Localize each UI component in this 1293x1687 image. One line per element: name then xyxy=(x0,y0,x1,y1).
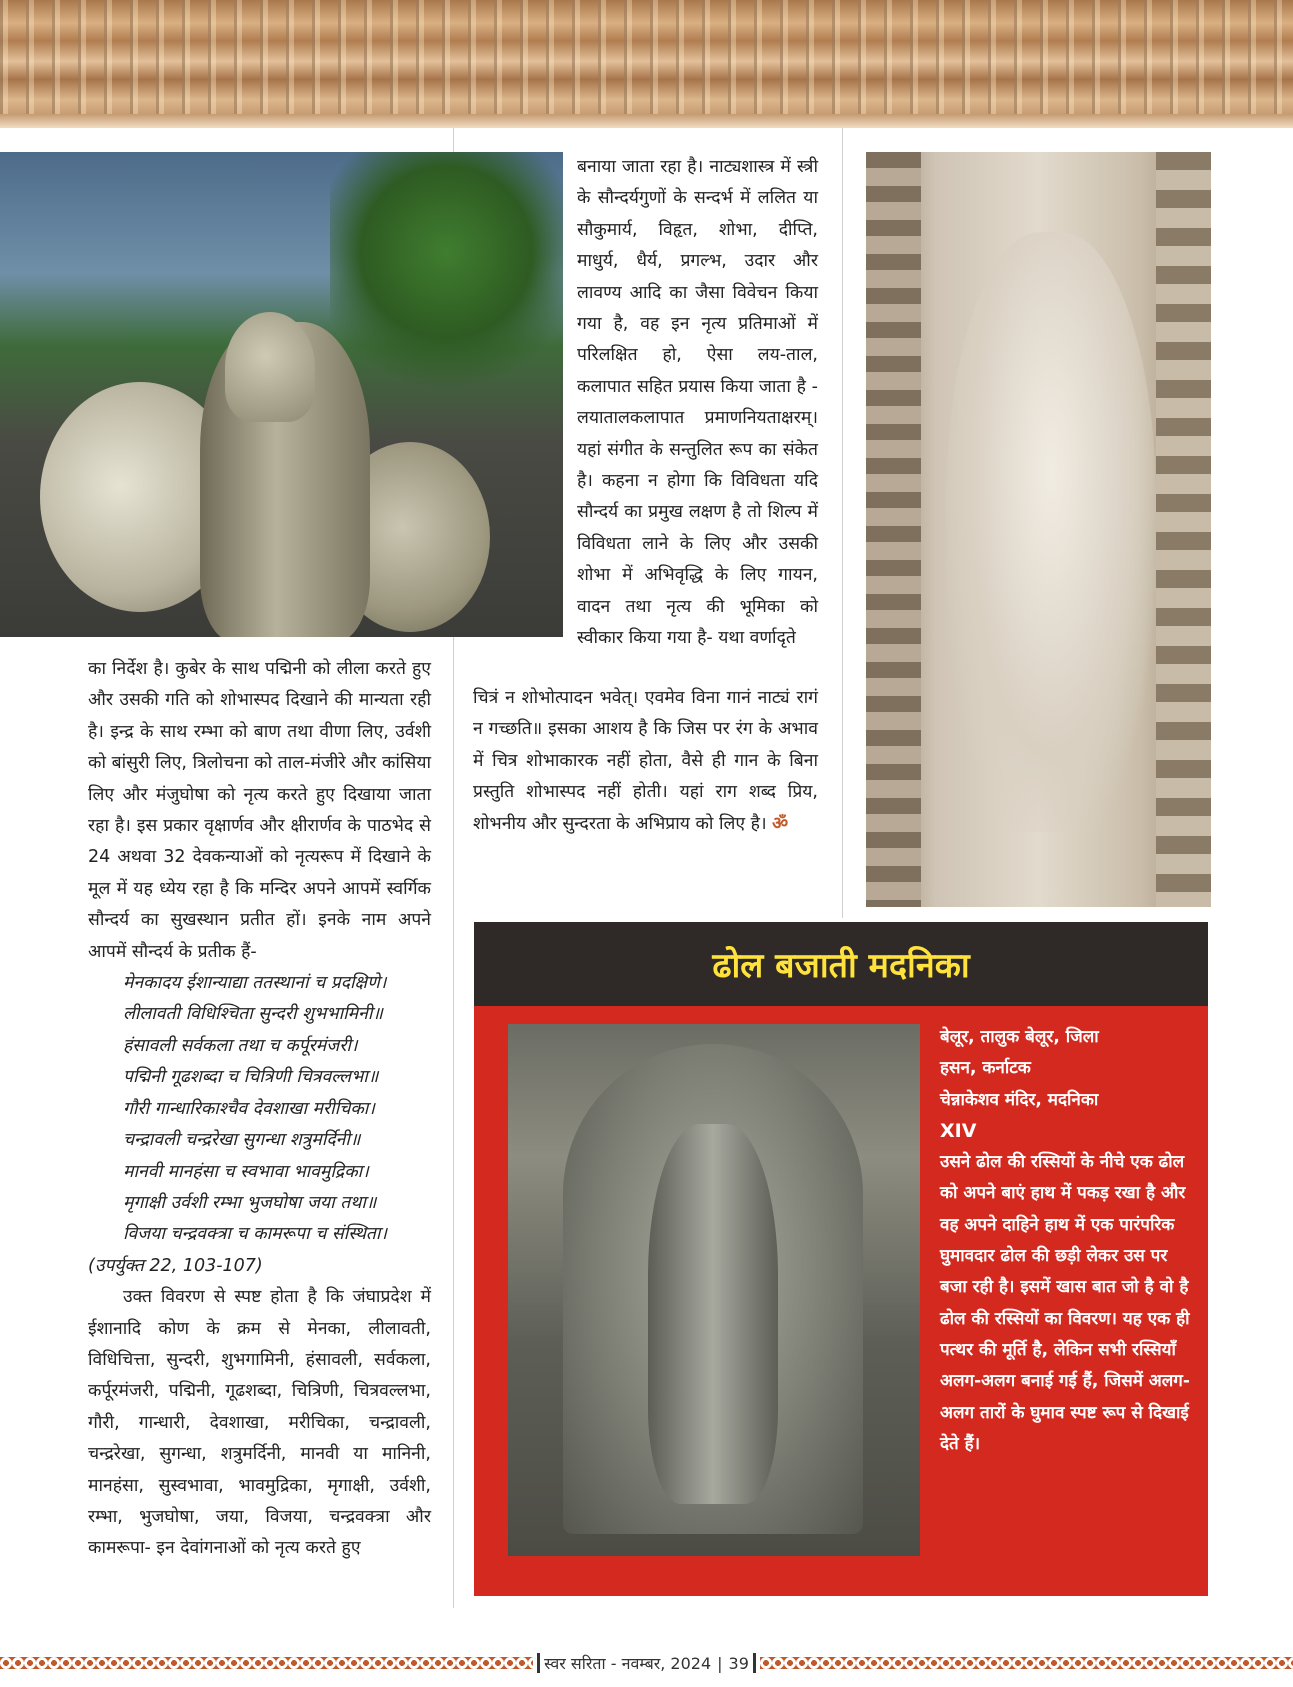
body-paragraph: चित्रं न शोभोत्पादन भवेत्। एवमेव विना गानं नाट्यं रागं न गच्छति॥ इसका आशय है कि जिस पर रंग के अभाव में चित्र शोभाकारक नहीं होता, वैसे ही गान के बिना प्रस्तुति शोभास्पद नहीं होती। यहां राग शब्द प्रिय, शोभनीय और सुन्दरता के अभिप्राय को लिए है। xyxy=(473,688,818,834)
caption-number: XIV xyxy=(940,1119,977,1142)
stone-drum-photo xyxy=(0,152,563,637)
tree-foliage xyxy=(330,152,563,402)
verse-line: लीलावती विधिश्चिता सुन्दरी शुभभामिनी॥ xyxy=(123,1004,383,1025)
footer-separator: | xyxy=(717,1653,723,1673)
verse-line: गौरी गान्धारिकाश्चैव देवशाखा मरीचिका। xyxy=(123,1098,375,1119)
page-number: 39 xyxy=(728,1653,749,1673)
page-footer xyxy=(0,1650,1293,1676)
footer-bar xyxy=(753,1653,756,1673)
verse-line: चन्द्रावली चन्द्ररेखा सुगन्धा शत्रुमर्दिनी॥ xyxy=(123,1130,361,1151)
verse-line: मृगाक्षी उर्वशी रम्भा भुजघोषा जया तथा॥ xyxy=(123,1192,377,1213)
body-paragraph: उक्त विवरण से स्पष्ट होता है कि जंघाप्रदेश में ईशानादि कोण के क्रम से मेनका, लीलावती, विधिचित्ता, सुन्दरी, शुभगामिनी, हंसावली, सर्वकला, कर्पूरमंजरी, पद्मिनी, गूढशब्दा, चित्रिणी, चित्रवल्लभा, गौरी, गान्धारी, देवशाखा, मरीचिका, चन्द्रावली, चन्द्ररेखा, सुगन्धा, शत्रुमर्दिनी, मानवी या मानिनी, मानहंसा, सुस्वभावा, भावमुद्रिका, मृगाक्षी, उर्वशी, रम्भा, भुजघोषा, जया, विजया, चन्द्रवक्त्रा और कामरूपा- इन देवांगनाओं को नृत्य करते हुए xyxy=(88,1287,431,1559)
middle-column-text xyxy=(577,152,818,655)
caption-line: चेन्नाकेशव मंदिर, मदनिका xyxy=(940,1089,1099,1110)
verse-line: हंसावली सर्वकला तथा च कर्पूरमंजरी। xyxy=(123,1035,358,1056)
madanika-drum-sculpture-photo xyxy=(508,1024,920,1556)
top-frieze-image xyxy=(0,0,1293,128)
madanika-figure xyxy=(648,1124,778,1504)
pillar-left xyxy=(866,152,921,907)
verse-line: मानवी मानहंसा च स्वभावा भावमुद्रिका। xyxy=(123,1161,369,1182)
sculpture-finial xyxy=(225,312,315,422)
caption-line: हसन, कर्नाटक xyxy=(940,1058,1031,1079)
sanskrit-verses xyxy=(88,968,431,1251)
footer-ornament-left xyxy=(0,1657,533,1669)
flute-player-sculpture-photo xyxy=(866,152,1211,907)
flute-player-figure xyxy=(946,232,1156,832)
feature-box-header xyxy=(474,922,1208,1006)
column-divider xyxy=(842,128,843,918)
verse-line: पद्मिनी गूढशब्दा च चित्रिणी चित्रवल्लभा॥ xyxy=(123,1067,379,1088)
body-paragraph: का निर्देश है। कुबेर के साथ पद्मिनी को लीला करते हुए और उसकी गति को शोभास्पद दिखाने की मान्यता रही है। इन्द्र के साथ रम्भा को बाण तथा वीणा लिए, उर्वशी को बांसुरी लिए, त्रिलोचना को ताल-मंजीरे और कांसिया लिए और मंजुघोषा को नृत्य करते हुए दिखाया जाता रहा है। इस प्रकार वृक्षार्णव और क्षीरार्णव के पाठभेद से 24 अथवा 32 देवकन्याओं को नृत्यरूप में दिखाने के मूल में यह ध्येय रहा है कि मन्दिर अपने आपमें स्वर्गिक सौन्दर्य का सुखस्थान प्रतीत हों। इनके नाम अपने आपमें सौन्दर्य के प्रतीक हैं- xyxy=(88,659,431,962)
body-paragraph: बनाया जाता रहा है। नाट्यशास्त्र में स्त्री के सौन्दर्यगुणों के सन्दर्भ में ललित या सौकुमार्य, विहृत, शोभा, दीप्ति, माधुर्य, धैर्य, प्रगल्भ, उदार और लावण्य आदि का जैसा विवेचन किया गया है, वह इन नृत्य प्रतिमाओं में परिलक्षित हो, ऐसा लय-ताल, कलापात सहित प्रयास किया जाता है - लयातालकलापात प्रमाणनियताक्षरम्। यहां संगीत के सन्तुलित रूप का संकेत है। कहना न होगा कि विविधता यदि सौन्दर्य का प्रमुख लक्षण है तो शिल्प में विविधता लाने के लिए और उसकी शोभा में अभिवृद्धि के लिए गायन, वादन तथा नृत्य की भूमिका को स्वीकार किया गया है- यथा वर्णादृते xyxy=(577,157,818,649)
magazine-name: स्वर सरिता - नवम्बर, 2024 xyxy=(544,1654,712,1673)
caption-line: बेलूर, तालुक बेलूर, जिला xyxy=(940,1027,1099,1047)
footer-bar xyxy=(537,1653,540,1673)
feature-box-caption xyxy=(940,1022,1195,1460)
footer-ornament-right xyxy=(760,1657,1293,1669)
end-ornament-icon: ॐ xyxy=(772,813,789,834)
verse-reference: (उपर्युक्त 22, 103-107) xyxy=(88,1255,263,1276)
verse-line: विजया चन्द्रवक्त्रा च कामरूपा च संस्थिता। xyxy=(123,1224,388,1245)
caption-body: उसने ढोल की रस्सियों के नीचे एक ढोल को अपने बाएं हाथ में पकड़ रखा है और वह अपने दाहिने हाथ में एक पारंपरिक घुमावदार ढोल की छड़ी लेकर उस पर बजा रही है। इसमें खास बात जो है वो है ढोल की रस्सियों का विवरण। यह एक ही पत्थर की मूर्ति है, लेकिन सभी रस्सियाँ अलग-अलग बनाई गई हैं, जिसमें अलग-अलग तारों के घुमाव स्पष्ट रूप से दिखाई देते हैं। xyxy=(940,1152,1190,1454)
middle-column-continuation xyxy=(473,683,818,840)
left-column-text xyxy=(88,654,431,1565)
feature-box-title: ढोल बजाती मदनिका xyxy=(712,946,970,986)
verse-line: मेनकादय ईशान्याद्या ततस्थानां च प्रदक्षिणे। xyxy=(123,973,387,994)
pillar-right xyxy=(1156,152,1211,907)
